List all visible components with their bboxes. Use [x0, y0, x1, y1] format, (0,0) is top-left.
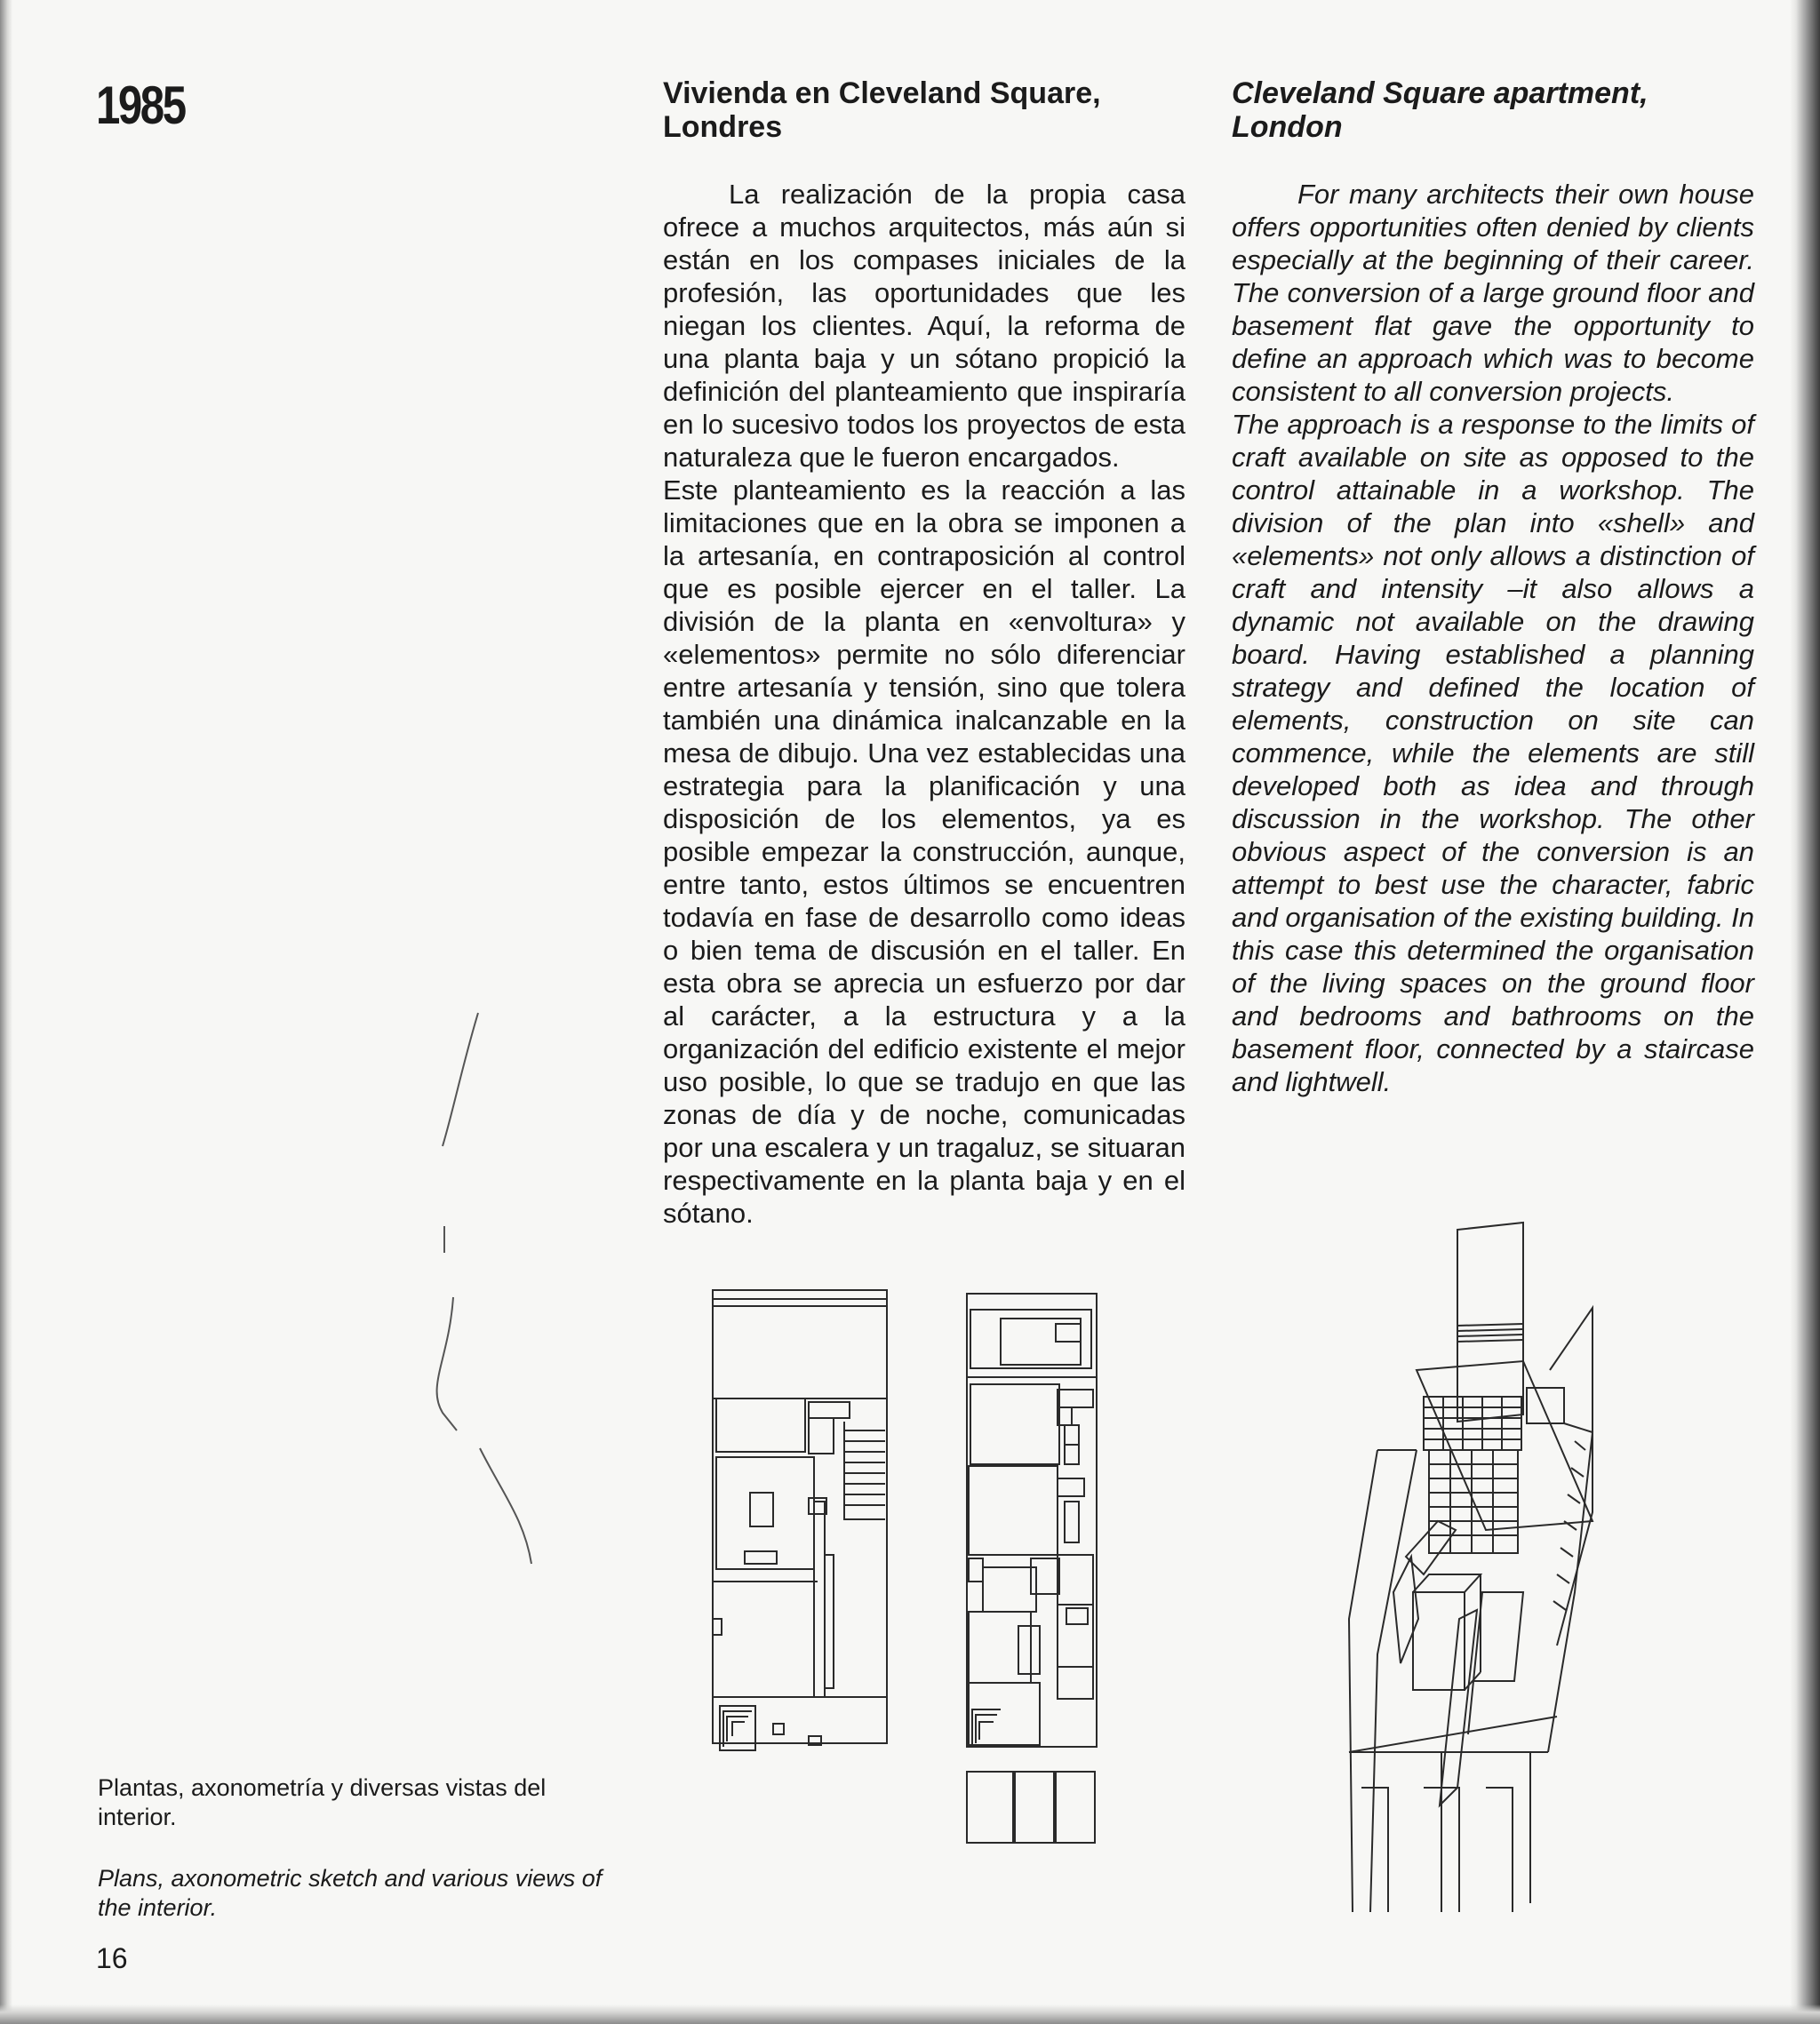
paragraph-english-2: The approach is a response to the limits of craft available on site as opposed to the control attainable in a workshop. The division of the plan into «shell» and «elements» not only allows a distinction of craft and intensity –it also allows a dynamic not available on the drawing board. Having established a planning strategy and defined the location of elements, construction on site can commence, while the elements are still developed both as idea and through discussion in the workshop. The other obvious aspect of the conversion is an attempt to best use the character, fabric and organisation of the existing building. In this case this determined the organisation of the living spaces on the ground floor and bedrooms and bathrooms on the basement floor, connected by a staircase and lightwell. [1232, 409, 1754, 1097]
caption-spanish: Plantas, axonometría y diversas vistas del interior. [98, 1774, 547, 1830]
body-text-spanish [663, 178, 1185, 1230]
paragraph-spanish-1: La realización de la propia casa ofrece a muchos arquitectos, más aún si están en los compases iniciales de la profesión, las oportunidades que les niegan los clientes. Aquí, la reforma de una planta baja y un sótano propició la definición del planteamiento que inspiraría en lo sucesivo todos los proyectos de esta naturaleza que le fueron encargados. [663, 179, 1185, 473]
paragraph-english-1: For many architects their own house offers opportunities often denied by clients especially at the beginning of their career. The conversion of a large ground floor and basement flat gave the opportunity to define an approach which was to become consistent to all conversion projects. [1232, 179, 1754, 407]
caption-english: Plans, axonometric sketch and various views of the interior. [98, 1865, 603, 1921]
page-edge-shadow-bottom [0, 2004, 1820, 2024]
year-heading: 1985 [96, 76, 185, 135]
page-edge-shadow-right [1790, 0, 1820, 2024]
title-english: Cleveland Square apartment, London [1232, 76, 1648, 144]
paragraph-spanish-2: Este planteamiento es la reacción a las limitaciones que en la obra se imponen a la artesanía, en contraposición al control que es posible ejercer en el taller. La división de la planta en «envoltura» y «elementos» permite no sólo diferenciar entre artesanía y tensión, sino que tolera también una dinámica inalcanzable en la mesa de dibujo. Una vez establecidas una estrategia para la planificación y una disposición de los elementos, ya es posible empezar la construcción, aunque, entre tanto, estos últimos se encuentren todavía en fase de desarrollo como ideas o bien tema de discusión en el taller. En esta obra se aprecia un esfuerzo por dar al carácter, a la estructura y a la organización del edificio existente el mejor uso posible, lo que se tradujo en que las zonas de día y de noche, comunicadas por una escalera y un tragaluz, se situaran respectivamente en la planta baja y en el sótano. [663, 474, 1185, 1229]
axonometric-sketch [1326, 1219, 1681, 1912]
ground-floor-plan [711, 1288, 898, 1786]
title-spanish: Vivienda en Cleveland Square, Londres [663, 76, 1101, 144]
body-text-english [1232, 178, 1754, 1098]
page-edge-shadow-left [0, 0, 12, 2024]
page-number: 16 [96, 1942, 128, 1974]
pencil-mark-decoration [418, 1004, 542, 1573]
basement-plan [965, 1292, 1107, 1852]
